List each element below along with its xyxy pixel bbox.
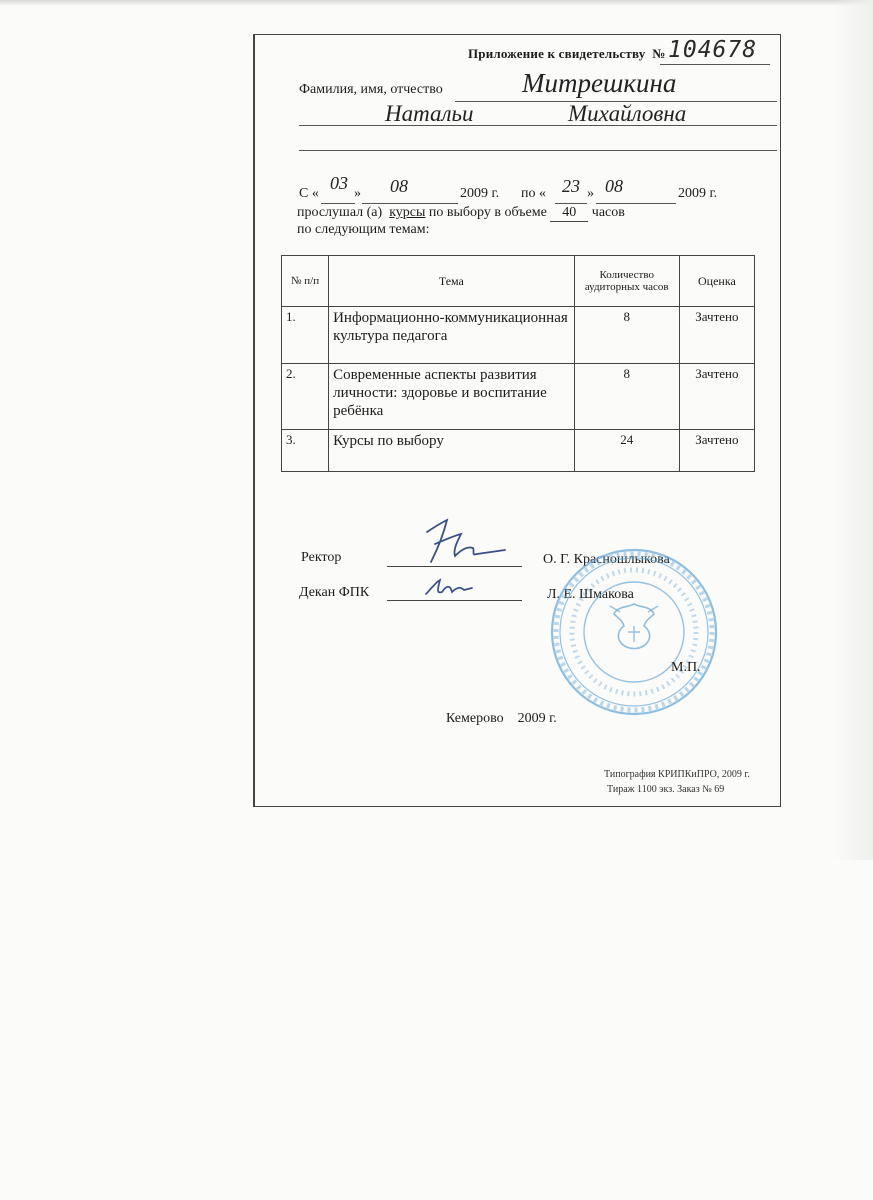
row-hours: 24 xyxy=(574,430,679,472)
surname-handwritten: Митрешкина xyxy=(522,68,677,98)
from-day: 03 xyxy=(330,173,348,193)
appendix-title: Приложение к свидетельству № xyxy=(468,46,666,61)
from-month: 08 xyxy=(390,176,408,196)
col-header-topic: Тема xyxy=(329,256,575,307)
extra-underline xyxy=(299,150,777,151)
print-run-imprint: Тираж 1100 экз. Заказ № 69 xyxy=(607,784,725,795)
col-header-num: № п/п xyxy=(282,256,329,307)
quote-close-1: » xyxy=(354,186,361,201)
to-month-underline xyxy=(596,203,676,204)
full-name-label: Фамилия, имя, отчество xyxy=(299,82,443,97)
dean-label: Декан ФПК xyxy=(299,585,370,600)
quote-close-2: » xyxy=(587,186,594,201)
to-day-underline xyxy=(555,203,587,204)
scan-edge-right xyxy=(833,0,873,860)
table-row xyxy=(282,430,755,472)
row-num: 2. xyxy=(282,364,329,430)
from-year: 2009 г. xyxy=(460,186,500,201)
row-topic: Курсы по выбору xyxy=(329,430,575,472)
row-hours: 8 xyxy=(574,364,679,430)
row-topic: Информационно-коммуникационная культура педагога xyxy=(329,307,575,364)
table-row xyxy=(282,307,755,364)
dean-name: Л. Е. Шмакова xyxy=(547,587,634,602)
row-grade: Зачтено xyxy=(679,307,754,364)
official-seal-stamp xyxy=(548,546,720,718)
from-month-underline xyxy=(362,203,458,204)
topics-intro: по следующим темам: xyxy=(297,222,430,237)
row-hours: 8 xyxy=(574,307,679,364)
table-header-row xyxy=(282,256,755,307)
dean-signature xyxy=(420,572,480,602)
first-name-handwritten: Натальи xyxy=(385,101,474,126)
patronymic-handwritten: Михайловна xyxy=(568,101,687,126)
col-header-grade: Оценка xyxy=(679,256,754,307)
scan-edge xyxy=(0,0,873,6)
from-day-underline xyxy=(321,203,355,204)
certificate-number: 104678 xyxy=(668,37,758,63)
printing-house-imprint: Типография КРИПКиПРО, 2009 г. xyxy=(604,769,750,780)
rector-name: О. Г. Красношлыкова xyxy=(543,552,670,567)
to-prefix: по « xyxy=(521,186,546,201)
to-year: 2009 г. xyxy=(678,186,718,201)
rector-label: Ректор xyxy=(301,550,342,565)
to-month: 08 xyxy=(605,176,623,196)
row-num: 1. xyxy=(282,307,329,364)
number-underline xyxy=(660,64,770,65)
table-row xyxy=(282,364,755,430)
row-grade: Зачтено xyxy=(679,364,754,430)
col-header-hours: Количество аудиторных часов xyxy=(574,256,679,307)
courses-table xyxy=(281,255,755,472)
row-grade: Зачтено xyxy=(679,430,754,472)
attended-line: прослушал (а) курсы по выбору в объеме 40 часов xyxy=(297,205,625,220)
seal-place-label: М.П. xyxy=(671,660,701,675)
to-day: 23 xyxy=(562,176,580,196)
name-underline xyxy=(299,125,777,126)
place-and-year: Кемерово 2009 г. xyxy=(446,711,557,726)
row-topic: Современные аспекты развития личности: здоровье и воспитание ребёнка xyxy=(329,364,575,430)
from-prefix: С « xyxy=(299,186,319,201)
row-num: 3. xyxy=(282,430,329,472)
rector-signature xyxy=(405,510,520,572)
